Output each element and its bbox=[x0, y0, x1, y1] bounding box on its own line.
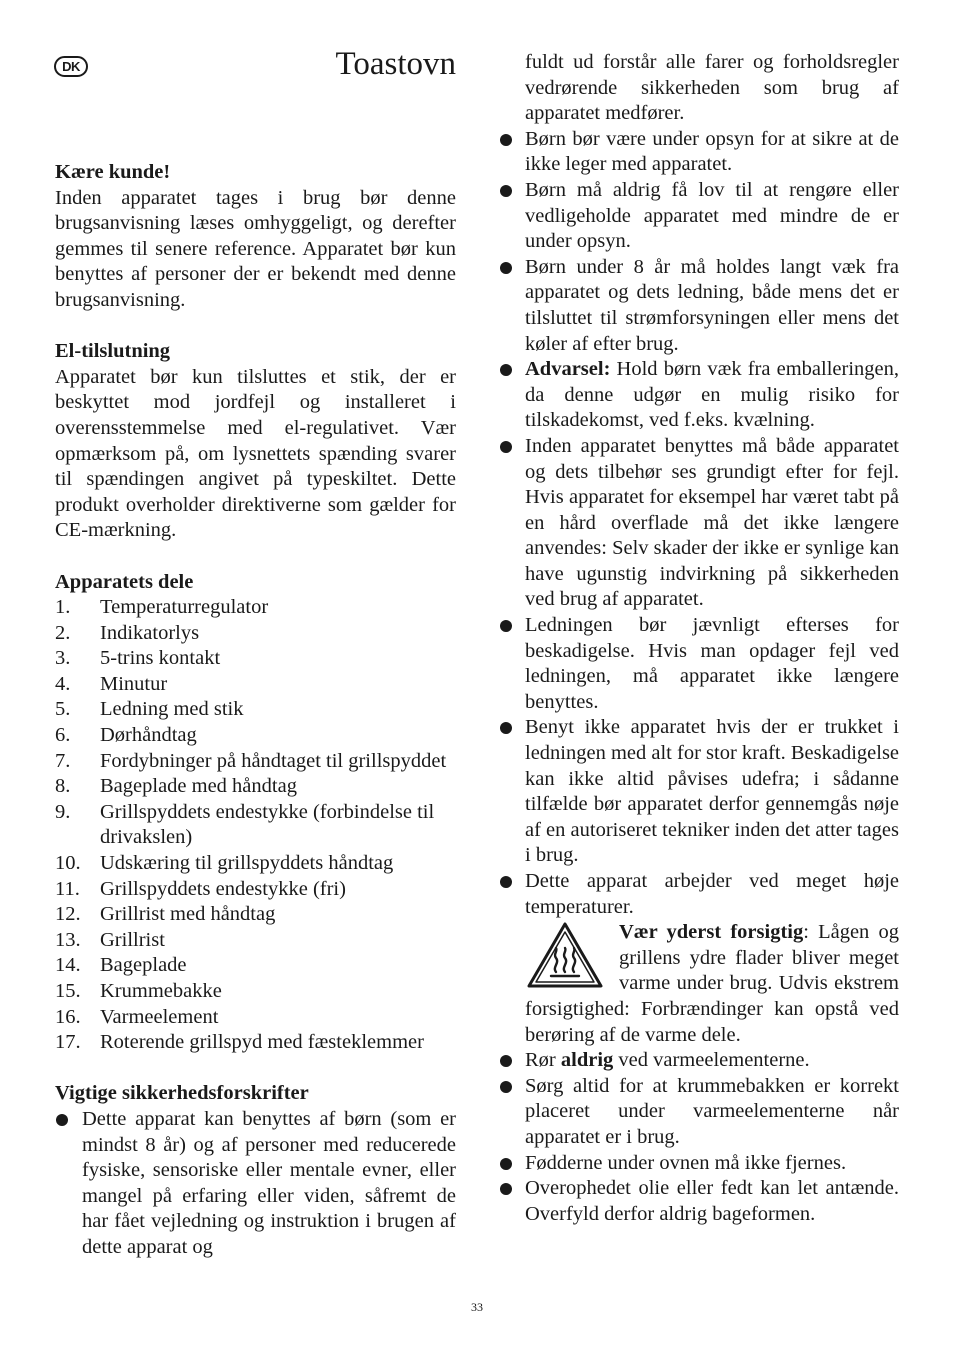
list-item: 16. Varmeelement bbox=[55, 1005, 219, 1028]
list-item: 13. Grillrist bbox=[55, 928, 165, 951]
list-item: 4. Minutur bbox=[55, 672, 168, 695]
list-item: 9. Grillspyddets endestykke (forbindelse til drivakslen) bbox=[55, 800, 435, 849]
safety-bullet: Advarsel: Hold børn væk fra emballeringen, da denne udgør en mulig risiko for tilskadekomst, ved f.eks. kvælning. bbox=[499, 357, 899, 434]
language-badge: DK bbox=[54, 56, 88, 77]
list-item: 3. 5-trins kontakt bbox=[55, 647, 221, 670]
safety-bullet: Rør aldrig ved varmeelementerne. bbox=[499, 1048, 899, 1074]
list-item: 17. Roterende grillspyd med fæsteklemmer bbox=[55, 1031, 424, 1054]
hot-surface-warning-text: Vær yderst forsigtig: Lågen og grillens ydre flader bliver meget varme under brug. Udvis ekstrem forsigtighed: Forbrændinger kan opstå ved berøring af de varme dele. bbox=[525, 921, 899, 1046]
safety-bullet: Dette apparat arbejder ved meget høje temperaturer. bbox=[499, 869, 899, 920]
hot-surface-warning-icon bbox=[525, 920, 605, 990]
parts-heading: Apparatets dele bbox=[55, 570, 194, 593]
safety-bullet: Børn under 8 år må holdes langt væk fra apparatet og dets ledning, både mens det er tilsluttet til strømforsyningen eller mens det køler af efter brug. bbox=[499, 255, 899, 357]
list-item: 12. Grillrist med håndtag bbox=[55, 903, 276, 926]
safety-list-right-2 bbox=[499, 1048, 899, 1227]
safety-bullet: Ledningen bør jævnligt efterses for beskadigelse. Hvis man opdager fejl ved ledningen, må apparatet ikke længere benyttes. bbox=[499, 613, 899, 715]
list-item: 10. Udskæring til grillspyddets håndtag bbox=[55, 852, 394, 875]
safety-bullet: Inden apparatet benyttes må både apparatet og dets tilbehør ses grundigt efter for fejl. Hvis apparatet for eksempel har været tabt på en hård overflade må det ikke længere anvendes: Selv skader der ikke er synlige kan have ugunstig indvirkning på sikkerheden ved brug af apparatet. bbox=[499, 434, 899, 613]
page-title: Toastovn bbox=[335, 46, 456, 82]
electric-text: Apparatet bør kun tilsluttes et stik, der er beskyttet mod jordfejl og installeret i overensstemmelse med el-regulativet. Vær opmærksom på, om lysnettets spænding svarer til spændingen angivet på typeskiltet. Dette produkt overholder direktiverne som gælder for CE-mærkning. bbox=[55, 365, 456, 542]
safety-list-right bbox=[499, 50, 899, 920]
electric-heading: El-tilslutning bbox=[55, 340, 171, 363]
list-item: 14. Bageplade bbox=[55, 954, 187, 977]
list-item: 11. Grillspyddets endestykke (fri) bbox=[55, 877, 346, 900]
intro-heading: Kære kunde! bbox=[55, 161, 171, 183]
list-item: 1. Temperaturregulator bbox=[55, 596, 269, 619]
page-number: 33 bbox=[471, 1300, 483, 1314]
warning-label: Advarsel: bbox=[525, 358, 611, 381]
list-item: 6. Dørhåndtag bbox=[55, 724, 197, 747]
safety-heading: Vigtige sikkerhedsforskrifter bbox=[55, 1082, 309, 1105]
intro-text: Inden apparatet tages i brug bør denne brugsanvisning læses omhyggeligt, og derefter gemmes til senere reference. Apparatet bør kun benyttes af personer der er bekendt med denne brugsanvisning. bbox=[55, 186, 456, 311]
safety-bullet: Børn må aldrig få lov til at rengøre eller vedligeholde apparatet med mindre de er under opsyn. bbox=[499, 178, 899, 255]
safety-continuation: fuldt ud forstår alle farer og forholdsregler vedrørende sikkerheden som brug af apparatet medfører. bbox=[525, 51, 899, 125]
list-item: 7. Fordybninger på håndtaget til grillspyddet bbox=[55, 749, 447, 772]
safety-bullet: Benyt ikke apparatet hvis der er trukket i ledningen med alt for stor kraft. Beskadigelse kan ikke altid påvises udefra; i sådanne tilfælde bør apparatet derfor gennemgås nøje af en autoriseret tekniker inden det atter tages i brug. bbox=[499, 715, 899, 869]
safety-bullet: Dette apparat kan benyttes af børn (som er mindst 8 år) og af personer med reducerede fysiske, sensoriske eller mentale evner, eller mangel på erfaring eller viden, såfremt de har fået vejledning og instruktion i brugen af dette apparat og bbox=[55, 1107, 456, 1261]
safety-bullet: Sørg altid for at krummebakken er korrekt placeret under varmeelementerne når apparatet er i brug. bbox=[499, 1074, 899, 1151]
safety-list-left bbox=[55, 1107, 456, 1261]
list-item: 5. Ledning med stik bbox=[55, 698, 244, 721]
left-column bbox=[55, 160, 456, 1261]
parts-list bbox=[55, 595, 456, 1056]
hot-surface-warning bbox=[499, 920, 899, 1048]
list-item: 8. Bageplade med håndtag bbox=[55, 775, 297, 798]
safety-bullet: Overophedet olie eller fedt kan let antænde. Overfyld derfor aldrig bageformen. bbox=[499, 1176, 899, 1227]
list-item: 2. Indikatorlys bbox=[55, 621, 200, 644]
safety-bullet: Fødderne under ovnen må ikke fjernes. bbox=[499, 1151, 899, 1177]
right-column bbox=[499, 50, 899, 1227]
safety-bullet: Børn bør være under opsyn for at sikre at de ikke leger med apparatet. bbox=[499, 127, 899, 178]
list-item: 15. Krummebakke bbox=[55, 980, 222, 1002]
